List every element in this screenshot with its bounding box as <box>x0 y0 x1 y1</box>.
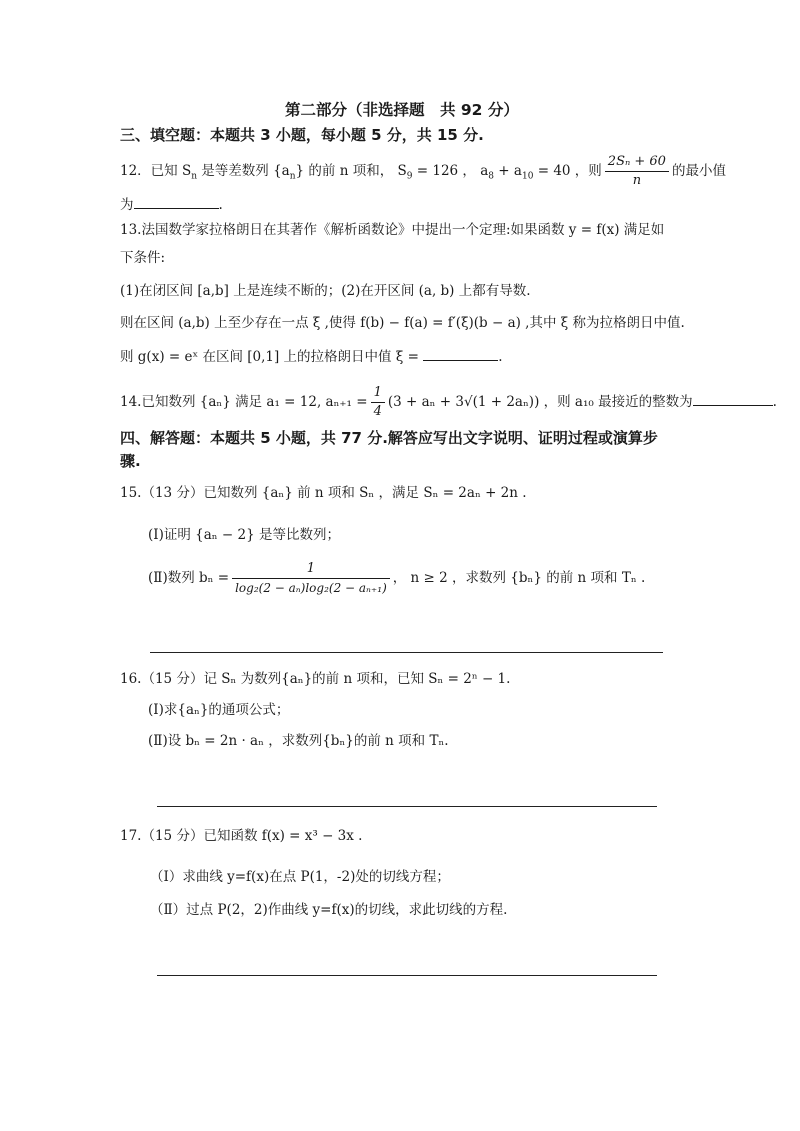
q12-frac-num: 2Sₙ + 60 <box>605 154 669 172</box>
question-16-part2: (Ⅱ)设 bₙ = 2n · aₙ ，求数列{bₙ}的前 n 项和 Tₙ. <box>148 733 449 749</box>
q13-line5-end: . <box>498 349 503 365</box>
q12-text-b: 是等差数列 {a <box>197 163 290 179</box>
q12-line2: 为 <box>120 197 134 213</box>
question-15-line1: 15.（13 分）已知数列 {aₙ} 前 n 项和 Sₙ ，满足 Sₙ = 2aₙ + 2n . <box>120 485 527 501</box>
q12-frac-den: n <box>632 173 642 188</box>
q12-text-g: 的最小值 <box>671 163 726 179</box>
question-15-part2 <box>148 558 645 598</box>
q12-text-e: + a <box>494 163 522 179</box>
q15-answer-rule <box>150 652 663 653</box>
q14-fraction <box>371 385 385 420</box>
q12-sub-n2: n <box>289 171 296 182</box>
q12-text-a: 12．已知 S <box>120 163 192 179</box>
q14-frac-den: 4 <box>373 404 382 419</box>
question-12 <box>120 154 726 188</box>
q12-sub-n: n <box>191 171 198 182</box>
section-solve-heading-line1: 四、解答题：本题共 5 小题，共 77 分.解答应写出文字说明、证明过程或演算步 <box>120 429 658 447</box>
page-title: 第二部分（非选择题 共 92 分） <box>285 101 519 119</box>
question-13-line3: (1)在闭区间 [a,b] 上是连续不断的；(2)在开区间 (a, b) 上都有导数. <box>120 283 531 299</box>
section-solve-heading-line2: 骤. <box>120 452 141 470</box>
q15-frac-den: log₂(2 − aₙ)log₂(2 − aₙ₊₁) <box>235 581 387 595</box>
q12-sub-8: 8 <box>488 171 495 182</box>
q15-part2-text-a: (Ⅱ)数列 bₙ = <box>148 570 230 586</box>
q12-fraction <box>605 154 669 189</box>
question-12-answer-line: 为 . <box>120 197 223 213</box>
q12-answer-blank[interactable] <box>134 196 219 209</box>
question-17-part2: （Ⅱ）过点 P(2，2)作曲线 y=f(x)的切线，求此切线的方程. <box>150 902 508 918</box>
section-fill-in-heading: 三、填空题：本题共 3 小题，每小题 5 分，共 15 分. <box>120 126 484 144</box>
q12-text-c: } 的前 n 项和， S <box>295 163 407 179</box>
q14-text-a: 14.已知数列 {aₙ} 满足 a₁ = 12, aₙ₊₁ = <box>120 394 368 410</box>
q14-text-b: (3 + aₙ + 3√(1 + 2aₙ)) ，则 a₁₀ 最接近的整数为 <box>387 394 693 410</box>
question-15-part1: (Ⅰ)证明 {aₙ − 2} 是等比数列； <box>148 527 340 543</box>
q14-answer-blank[interactable] <box>693 393 773 406</box>
q15-fraction <box>232 561 390 596</box>
question-13-line2: 下条件: <box>120 250 166 266</box>
question-13-line1: 13.法国数学家拉格朗日在其著作《解析函数论》中提出一个定理:如果函数 y = f(x) 满足如 <box>120 222 665 238</box>
q12-sub-9: 9 <box>406 171 413 182</box>
q14-text-c: . <box>772 394 777 410</box>
question-14 <box>120 384 777 420</box>
q13-answer-blank[interactable] <box>423 348 498 361</box>
q12-sub-10: 10 <box>521 171 534 182</box>
q16-answer-rule <box>157 806 657 807</box>
question-17-part1: （Ⅰ）求曲线 y=f(x)在点 P(1，-2)处的切线方程； <box>150 869 450 885</box>
q15-frac-num: 1 <box>232 561 390 579</box>
q12-text-f: = 40 ，则 <box>533 163 602 179</box>
q14-frac-num: 1 <box>371 385 385 403</box>
q15-part2-text-b: ， n ≥ 2 ，求数列 {bₙ} 的前 n 项和 Tₙ . <box>392 570 646 586</box>
q13-line5-text: 则 g(x) = eˣ 在区间 [0,1] 上的拉格朗日中值 ξ = <box>120 349 424 365</box>
q12-text-d: = 126 ， a <box>412 163 489 179</box>
question-16-line1: 16.（15 分）记 Sₙ 为数列{aₙ}的前 n 项和，已知 Sₙ = 2ⁿ − 1. <box>120 671 511 687</box>
question-17-line1: 17.（15 分）已知函数 f(x) = x³ − 3x . <box>120 828 363 844</box>
question-13-line5 <box>120 348 502 366</box>
question-13-line4: 则在区间 (a,b) 上至少存在一点 ξ ,使得 f(b) − f(a) = f′(ξ)(b − a) ,其中 ξ 称为拉格朗日中值. <box>120 315 685 331</box>
question-16-part1: (Ⅰ)求{aₙ}的通项公式； <box>148 702 290 718</box>
q17-answer-rule <box>157 975 657 976</box>
